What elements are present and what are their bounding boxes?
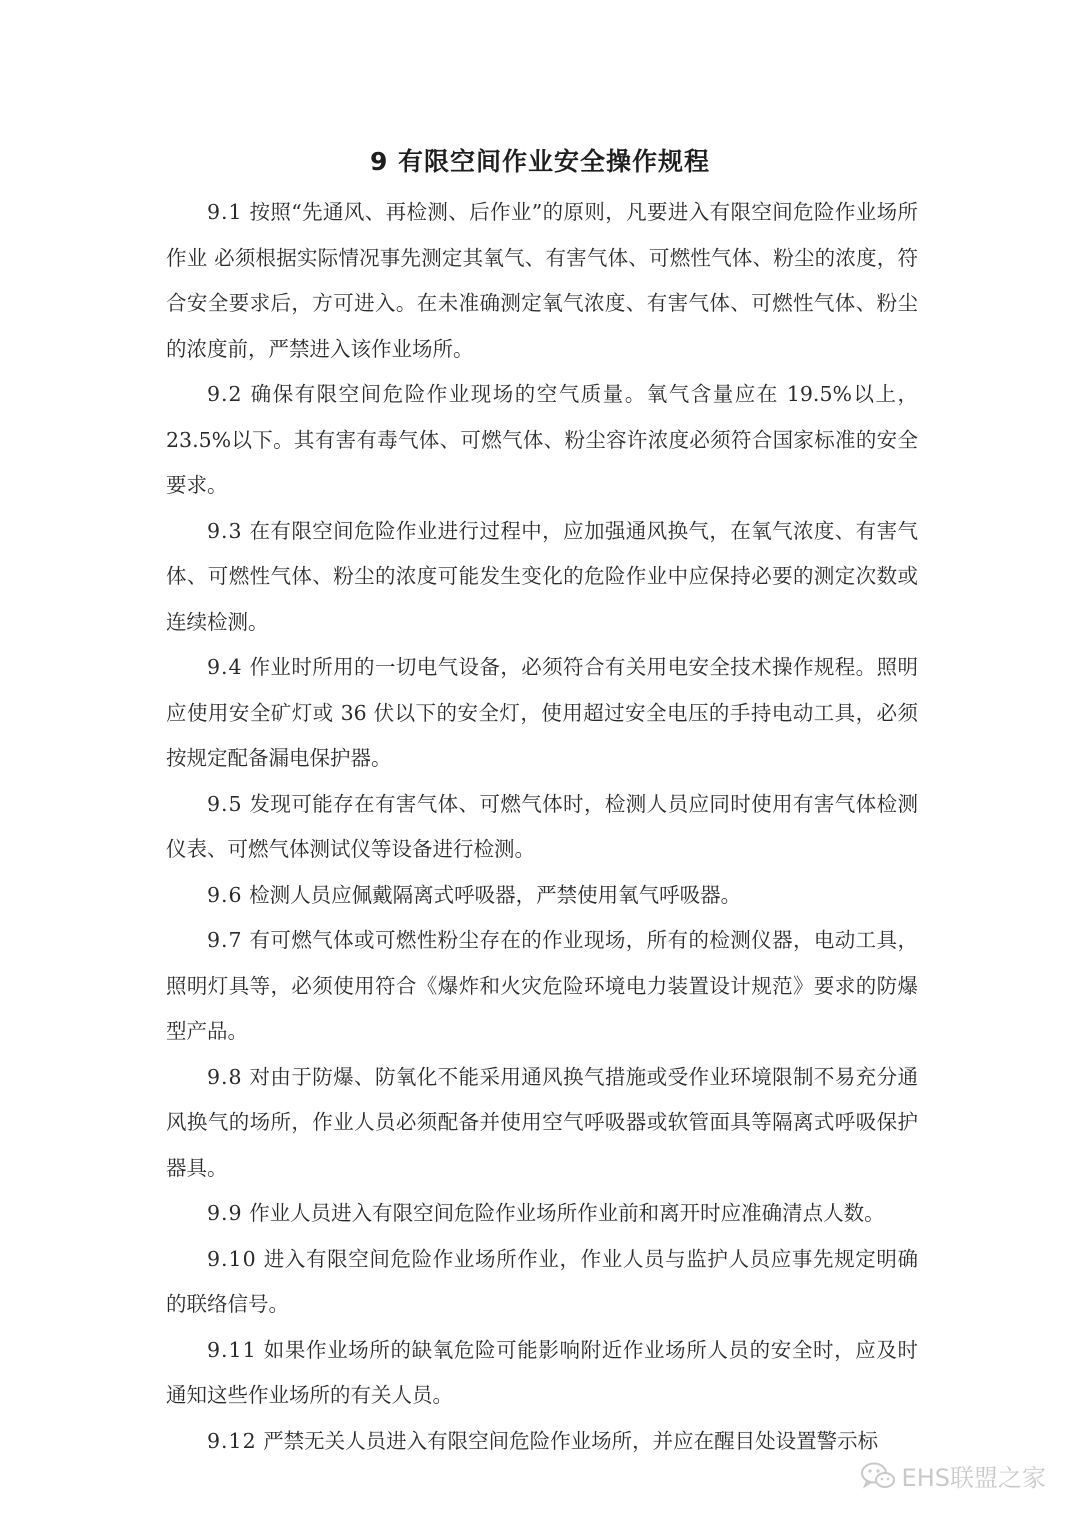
- clause-9-12: [166, 1419, 918, 1465]
- clause-9-1: [166, 190, 918, 372]
- clause-number: 9.6: [207, 882, 243, 907]
- clause-number: 9.1: [207, 200, 243, 224]
- clause-9-5: [166, 782, 918, 873]
- watermark: [860, 1458, 1046, 1493]
- clause-number: 9.9: [207, 1201, 243, 1225]
- clause-number: 9.5: [207, 791, 243, 816]
- clause-text: 确保有限空间危险作业现场的空气质量。氧气含量应在 19.5%以上，23.5%以下。其有害有毒气体、可燃气体、粉尘容许浓度必须符合国家标准的安全要求。: [166, 382, 918, 497]
- clause-number: 9.7: [207, 928, 243, 952]
- clause-9-10: [166, 1237, 918, 1328]
- wechat-icon: [860, 1461, 896, 1491]
- document-body: [166, 190, 918, 1464]
- clause-9-9: [166, 1191, 918, 1237]
- clause-number: 9.4: [207, 655, 243, 679]
- clause-text: 发现可能存在有害气体、可燃气体时，检测人员应同时使用有害气体检测仪表、可燃气体测试仪等设备进行检测。: [166, 791, 918, 861]
- clause-text: 作业时所用的一切电气设备，必须符合有关用电安全技术操作规程。照明应使用安全矿灯或 36 伏以下的安全灯，使用超过安全电压的手持电动工具，必须按规定配备漏电保护器。: [166, 655, 918, 770]
- clause-9-7: [166, 918, 918, 1055]
- clause-9-11: [166, 1328, 918, 1419]
- clause-9-3: [166, 509, 918, 646]
- clause-text: 严禁无关人员进入有限空间危险作业场所，并应在醒目处设置警示标: [263, 1428, 879, 1453]
- clause-number: 9.10: [207, 1246, 257, 1271]
- clause-number: 9.8: [207, 1064, 243, 1089]
- clause-9-2: [166, 372, 918, 509]
- page-title: 9 有限空间作业安全操作规程: [369, 147, 711, 176]
- clause-9-6: [166, 873, 918, 919]
- clause-9-8: [166, 1055, 918, 1192]
- clause-text: 在有限空间危险作业进行过程中，应加强通风换气，在氧气浓度、有害气体、可燃性气体、粉尘的浓度可能发生变化的危险作业中应保持必要的测定次数或连续检测。: [166, 518, 918, 634]
- clause-number: 9.12: [207, 1428, 257, 1453]
- clause-text: 如果作业场所的缺氧危险可能影响附近作业场所人员的安全时，应及时通知这些作业场所的有关人员。: [166, 1337, 918, 1407]
- clause-9-4: [166, 645, 918, 782]
- clause-text: 对由于防爆、防氧化不能采用通风换气措施或受作业环境限制不易充分通风换气的场所，作业人员必须配备并使用空气呼吸器或软管面具等隔离式呼吸保护器具。: [166, 1064, 918, 1180]
- clause-text: 作业人员进入有限空间危险作业场所作业前和离开时应准确清点人数。: [249, 1201, 885, 1225]
- watermark-text: EHS联盟之家: [901, 1464, 1046, 1492]
- clause-number: 9.2: [207, 382, 243, 406]
- clause-text: 进入有限空间危险作业场所作业，作业人员与监护人员应事先规定明确的联络信号。: [166, 1246, 918, 1316]
- clause-text: 检测人员应佩戴隔离式呼吸器，严禁使用氧气呼吸器。: [249, 882, 742, 907]
- clause-number: 9.3: [207, 518, 243, 543]
- clause-number: 9.11: [207, 1337, 257, 1362]
- clause-text: 按照“先通风、再检测、后作业”的原则，凡要进入有限空间危险作业场所作业 必须根据实际情况事先测定其氧气、有害气体、可燃性气体、粉尘的浓度，符合安全要求后，方可进入。在未准确测定氧气浓度、有害气体、可燃性气体、粉尘的浓度前，严禁进入该作业场所。: [166, 200, 918, 361]
- clause-text: 有可燃气体或可燃性粉尘存在的作业现场，所有的检测仪器，电动工具，照明灯具等，必须使用符合《爆炸和火灾危险环境电力装置设计规范》要求的防爆型产品。: [166, 928, 918, 1043]
